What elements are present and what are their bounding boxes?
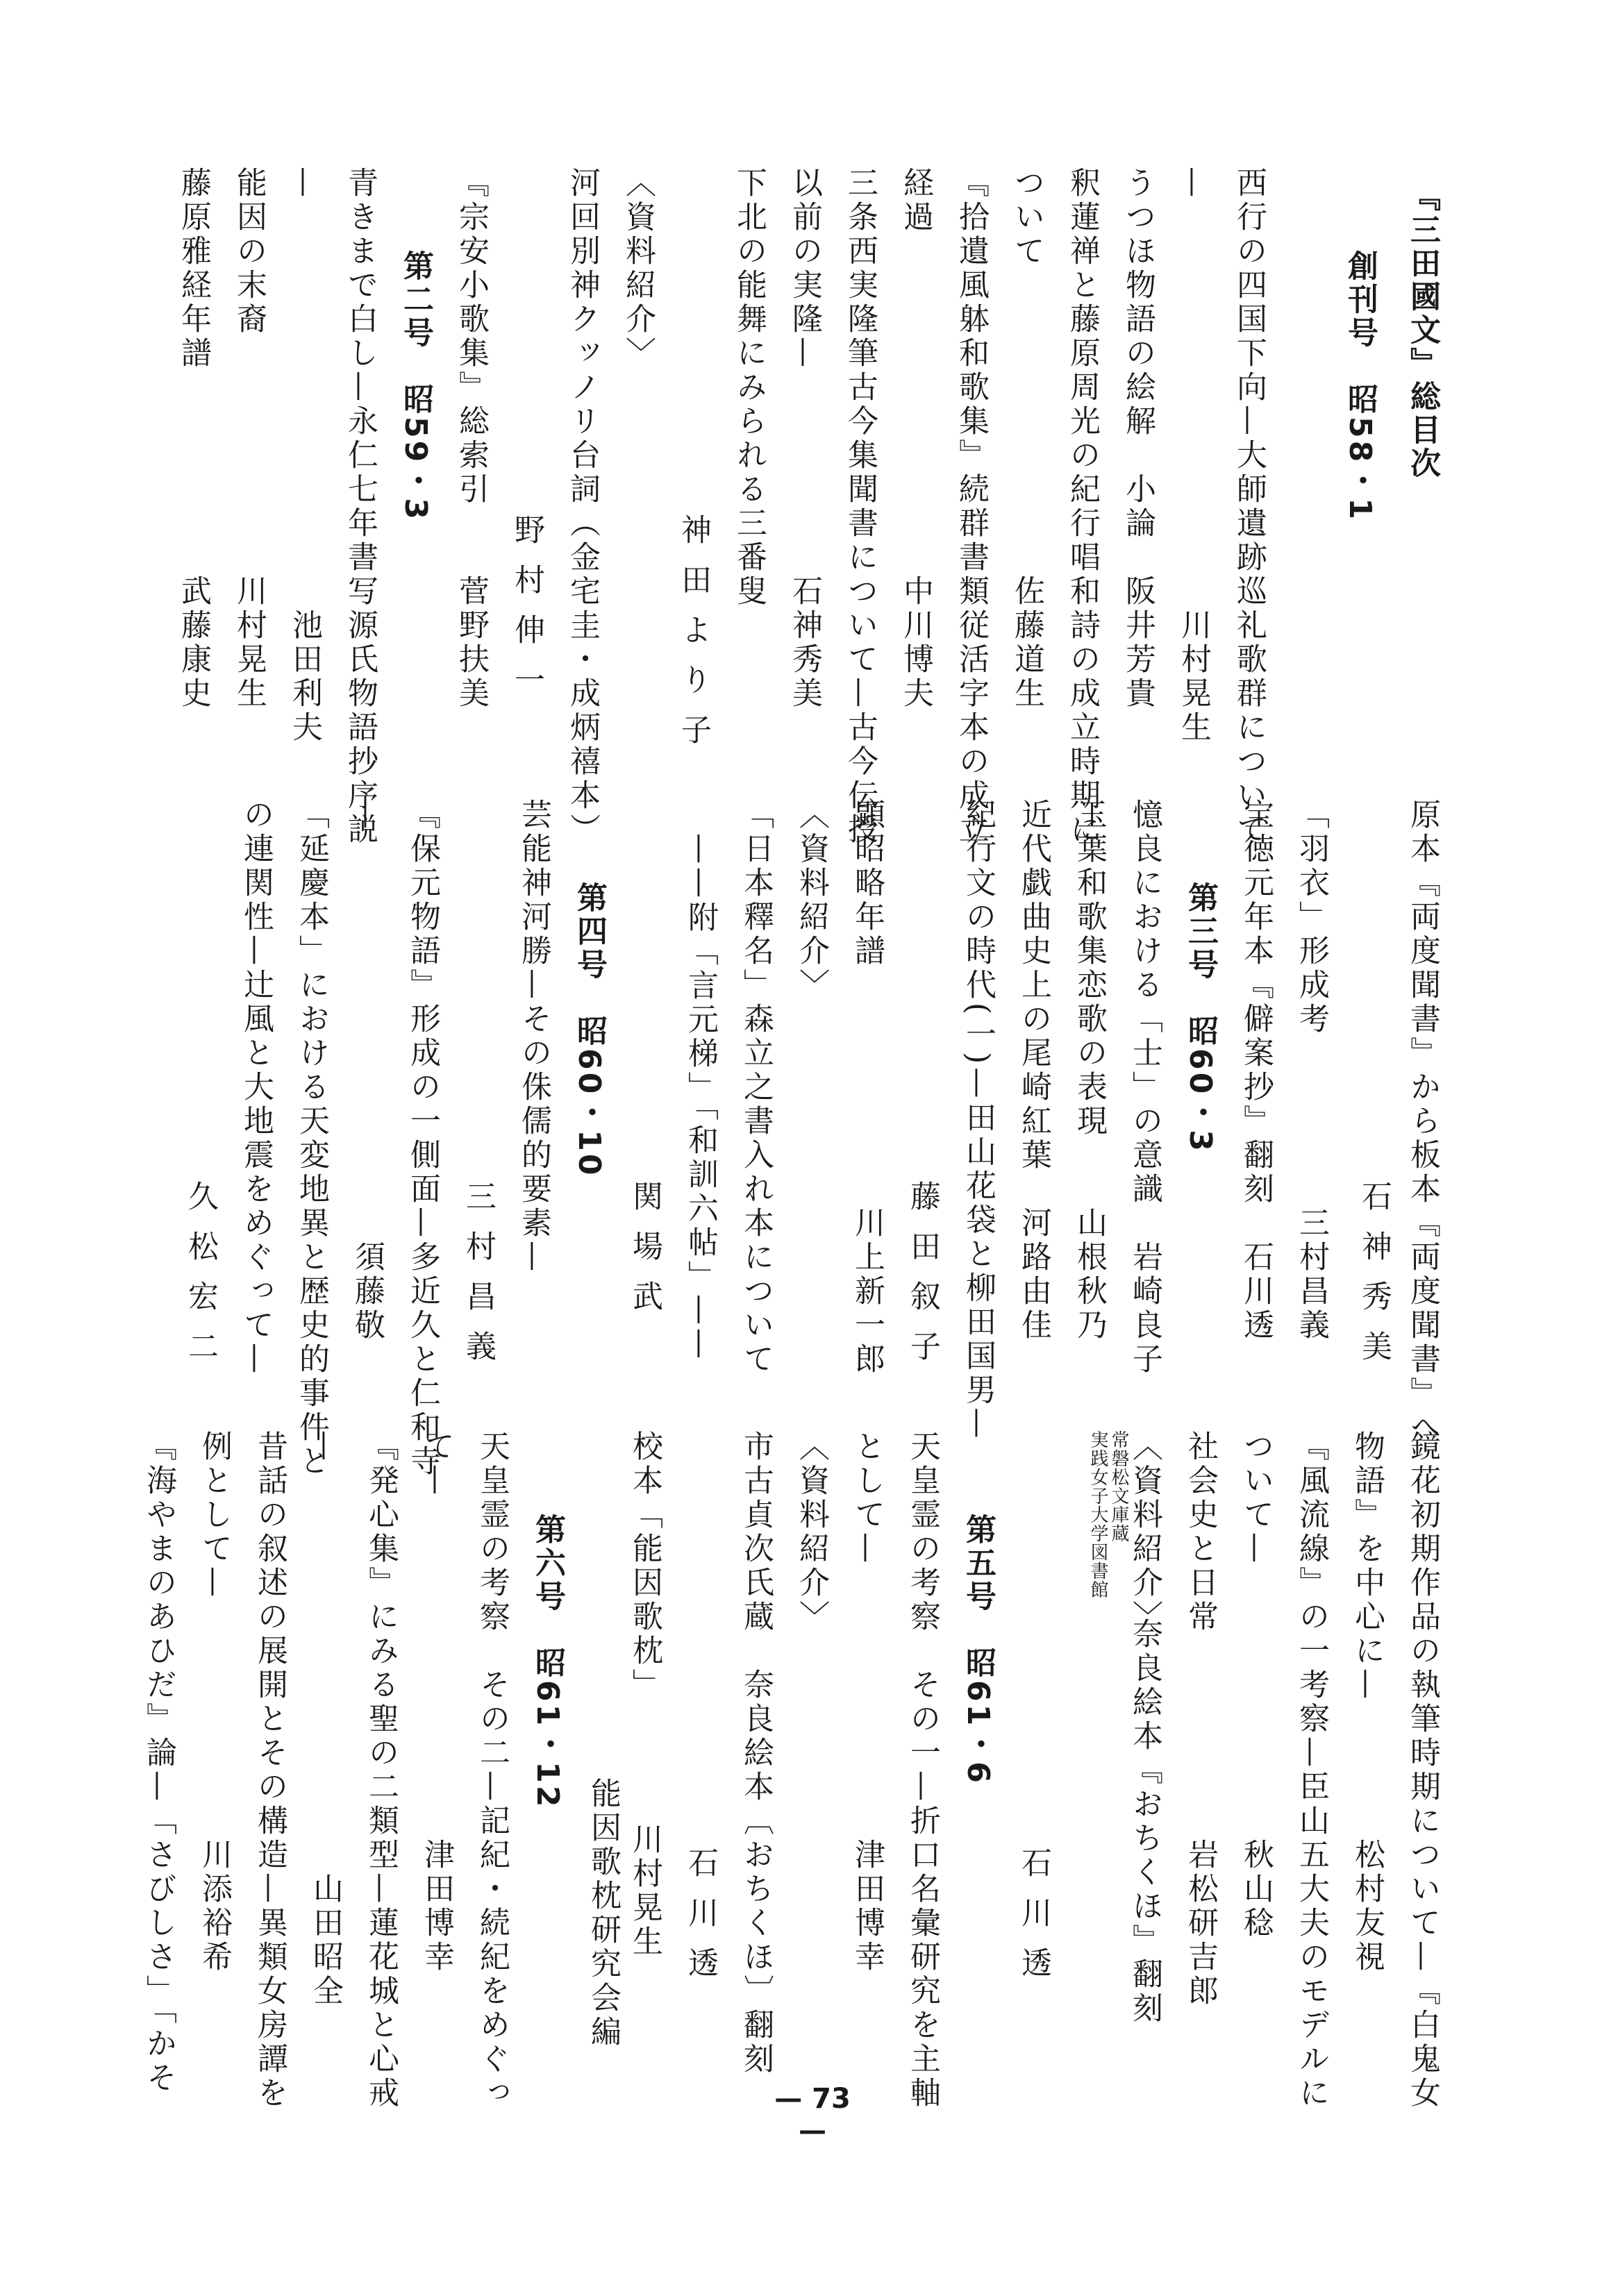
toc-line: 三条西実隆筆古今集聞書について—古今伝授 [842,167,878,847]
toc-line: 『保元物語』形成の一側面—多近久と仁和寺 [405,798,440,1479]
toc-line: 「羽衣」形成考 三村昌義 [1294,798,1329,1343]
toc-line: 顕昭略年譜 川上新一郎 [849,798,885,1377]
issue-heading-2: 第二号 昭59・3 [398,250,433,522]
toc-line: 市古貞次氏蔵 奈良絵本〔おちくほ〕翻刻 [738,1430,774,2077]
page-title: 『三田國文』総目次 [1405,181,1440,480]
toc-line: 憶良における「士」の意識 岩崎良子 [1127,798,1162,1377]
toc-line: 能因の末裔 川村晃生 [231,167,267,711]
toc-line: 能因歌枕研究会編 [585,1777,621,2050]
toc-line: 『発心集』にみる聖の二類型—蓮花城と心戒 [363,1430,399,2111]
toc-author: 久松宏二 [183,1180,218,1380]
toc-line: の連関性—辻風と大地震をめぐって— [238,798,274,1377]
toc-line: 〈資料紹介〉 [794,1430,829,1634]
toc-author: 藤田叙子 [905,1180,940,1380]
toc-line: 玉葉和歌集恋歌の表現 山根秋乃 [1071,798,1107,1343]
issue-heading-5: 第五号 昭61・6 [960,1514,996,1786]
toc-author: 神田より子 [676,514,711,764]
page-number: — 73 — [774,2083,851,2147]
toc-author: 三村昌義 [460,1180,496,1380]
toc-author: 関場武 [627,1180,662,1330]
toc-line: 藤原雅経年譜 武藤康史 [176,167,211,711]
toc-line: 奈良絵本『おちくほ』翻刻 [1127,1618,1162,2026]
toc-line: ついて— 秋山稔 [1238,1430,1274,1941]
toc-line: ついて 佐藤道生 [1009,167,1044,711]
toc-line: 下北の能舞にみられる三番叟 [731,167,767,609]
toc-line: 経過 中川博夫 [898,167,933,711]
toc-line-small: 常磐松文庫蔵 [1108,1430,1129,1543]
toc-line: 原本『両度聞書』から板本『両度聞書』へ [1405,798,1440,1445]
toc-line: 河回別神クッノリ台詞（金宅圭・成炳禧本） [565,167,600,847]
toc-line: 社会史と日常 岩松研吉郎 [1183,1430,1218,2009]
issue-heading-3: 第三号 昭60・3 [1183,882,1218,1154]
issue-heading-1: 創刊号 昭58・1 [1342,250,1378,522]
toc-line: ——附「言元梯」「和訓六帖」—— [683,833,718,1362]
toc-line: 「延慶本」における天変地異と歴史的事件と [294,798,329,1479]
toc-line: 宝徳元年本『僻案抄』翻刻 石川透 [1238,798,1274,1343]
toc-line: 例として— 川添裕希 [197,1430,232,1975]
toc-line: 西行の四国下向—大師遺跡巡礼歌群について [1231,167,1267,847]
toc-line-small: 実践女子大学図書館 [1087,1430,1108,1599]
toc-line: 物語』を中心に— 松村友視 [1349,1430,1385,1975]
toc-line: 〈資料紹介〉 [620,167,656,371]
toc-line: — 川村晃生 [1176,167,1211,745]
toc-line: 芸能神河勝—その侏儒的要素— [516,798,551,1275]
toc-line: 以前の実隆— 石神秀美 [787,167,822,711]
toc-author: 石神秀美 [1356,1180,1392,1380]
toc-line: 天皇霊の考察 その一—折口名彙研究を主軸 [905,1430,940,2111]
toc-line: 〈資料紹介〉 [1127,1430,1162,1634]
toc-line: — 須藤敬 [349,798,385,1343]
issue-heading-4: 第四号 昭60・10 [572,882,607,1178]
toc-author: 野村伸一 [509,514,544,714]
toc-author: 石川透 [1016,1847,1051,1997]
toc-line: 昔話の叙述の展開とその構造—異類女房譚を [252,1430,287,2111]
toc-line: 『宗安小歌集』総索引 菅野扶美 [453,167,489,711]
toc-line: て— 津田博幸 [419,1430,454,1975]
toc-author: 石川透 [683,1847,718,1997]
toc-line: — 山田昭全 [308,1430,343,2009]
toc-line: — 池田利夫 [287,167,322,745]
toc-line: 釈蓮禅と藤原周光の紀行唱和詩の成立時期に [1065,167,1100,847]
issue-heading-6: 第六号 昭61・12 [530,1514,565,1810]
toc-line: として— 津田博幸 [849,1430,885,1975]
toc-line: 『拾遺風躰和歌集』続群書類従活字本の成立 [953,167,989,847]
toc-line: 『風流線』の一考察—臣山五大夫のモデルに [1294,1430,1329,2111]
toc-line: 青きまで白し—永仁七年書写源氏物語抄序説 [342,167,378,847]
toc-line: 近代戯曲史上の尾崎紅葉 河路由佳 [1016,798,1051,1343]
toc-line: 校本「能因歌枕」 川村晃生 [627,1430,662,1959]
toc-line: 紀行文の時代(一)—田山花袋と柳田国男— [960,798,996,1442]
toc-line: 天皇霊の考察 その二—記紀・続紀をめぐっ [474,1430,510,2111]
toc-line: うつほ物語の絵解 小論 阪井芳貴 [1120,167,1156,711]
toc-line: 「日本釋名」森立之書入れ本について [738,798,774,1377]
toc-line: 『海やまのあひだ』論—「さびしさ」「かそ [141,1430,176,2095]
toc-line: 〈資料紹介〉 [794,798,829,1003]
toc-line: 鏡花初期作品の執筆時期について—『白鬼女 [1405,1430,1440,2111]
